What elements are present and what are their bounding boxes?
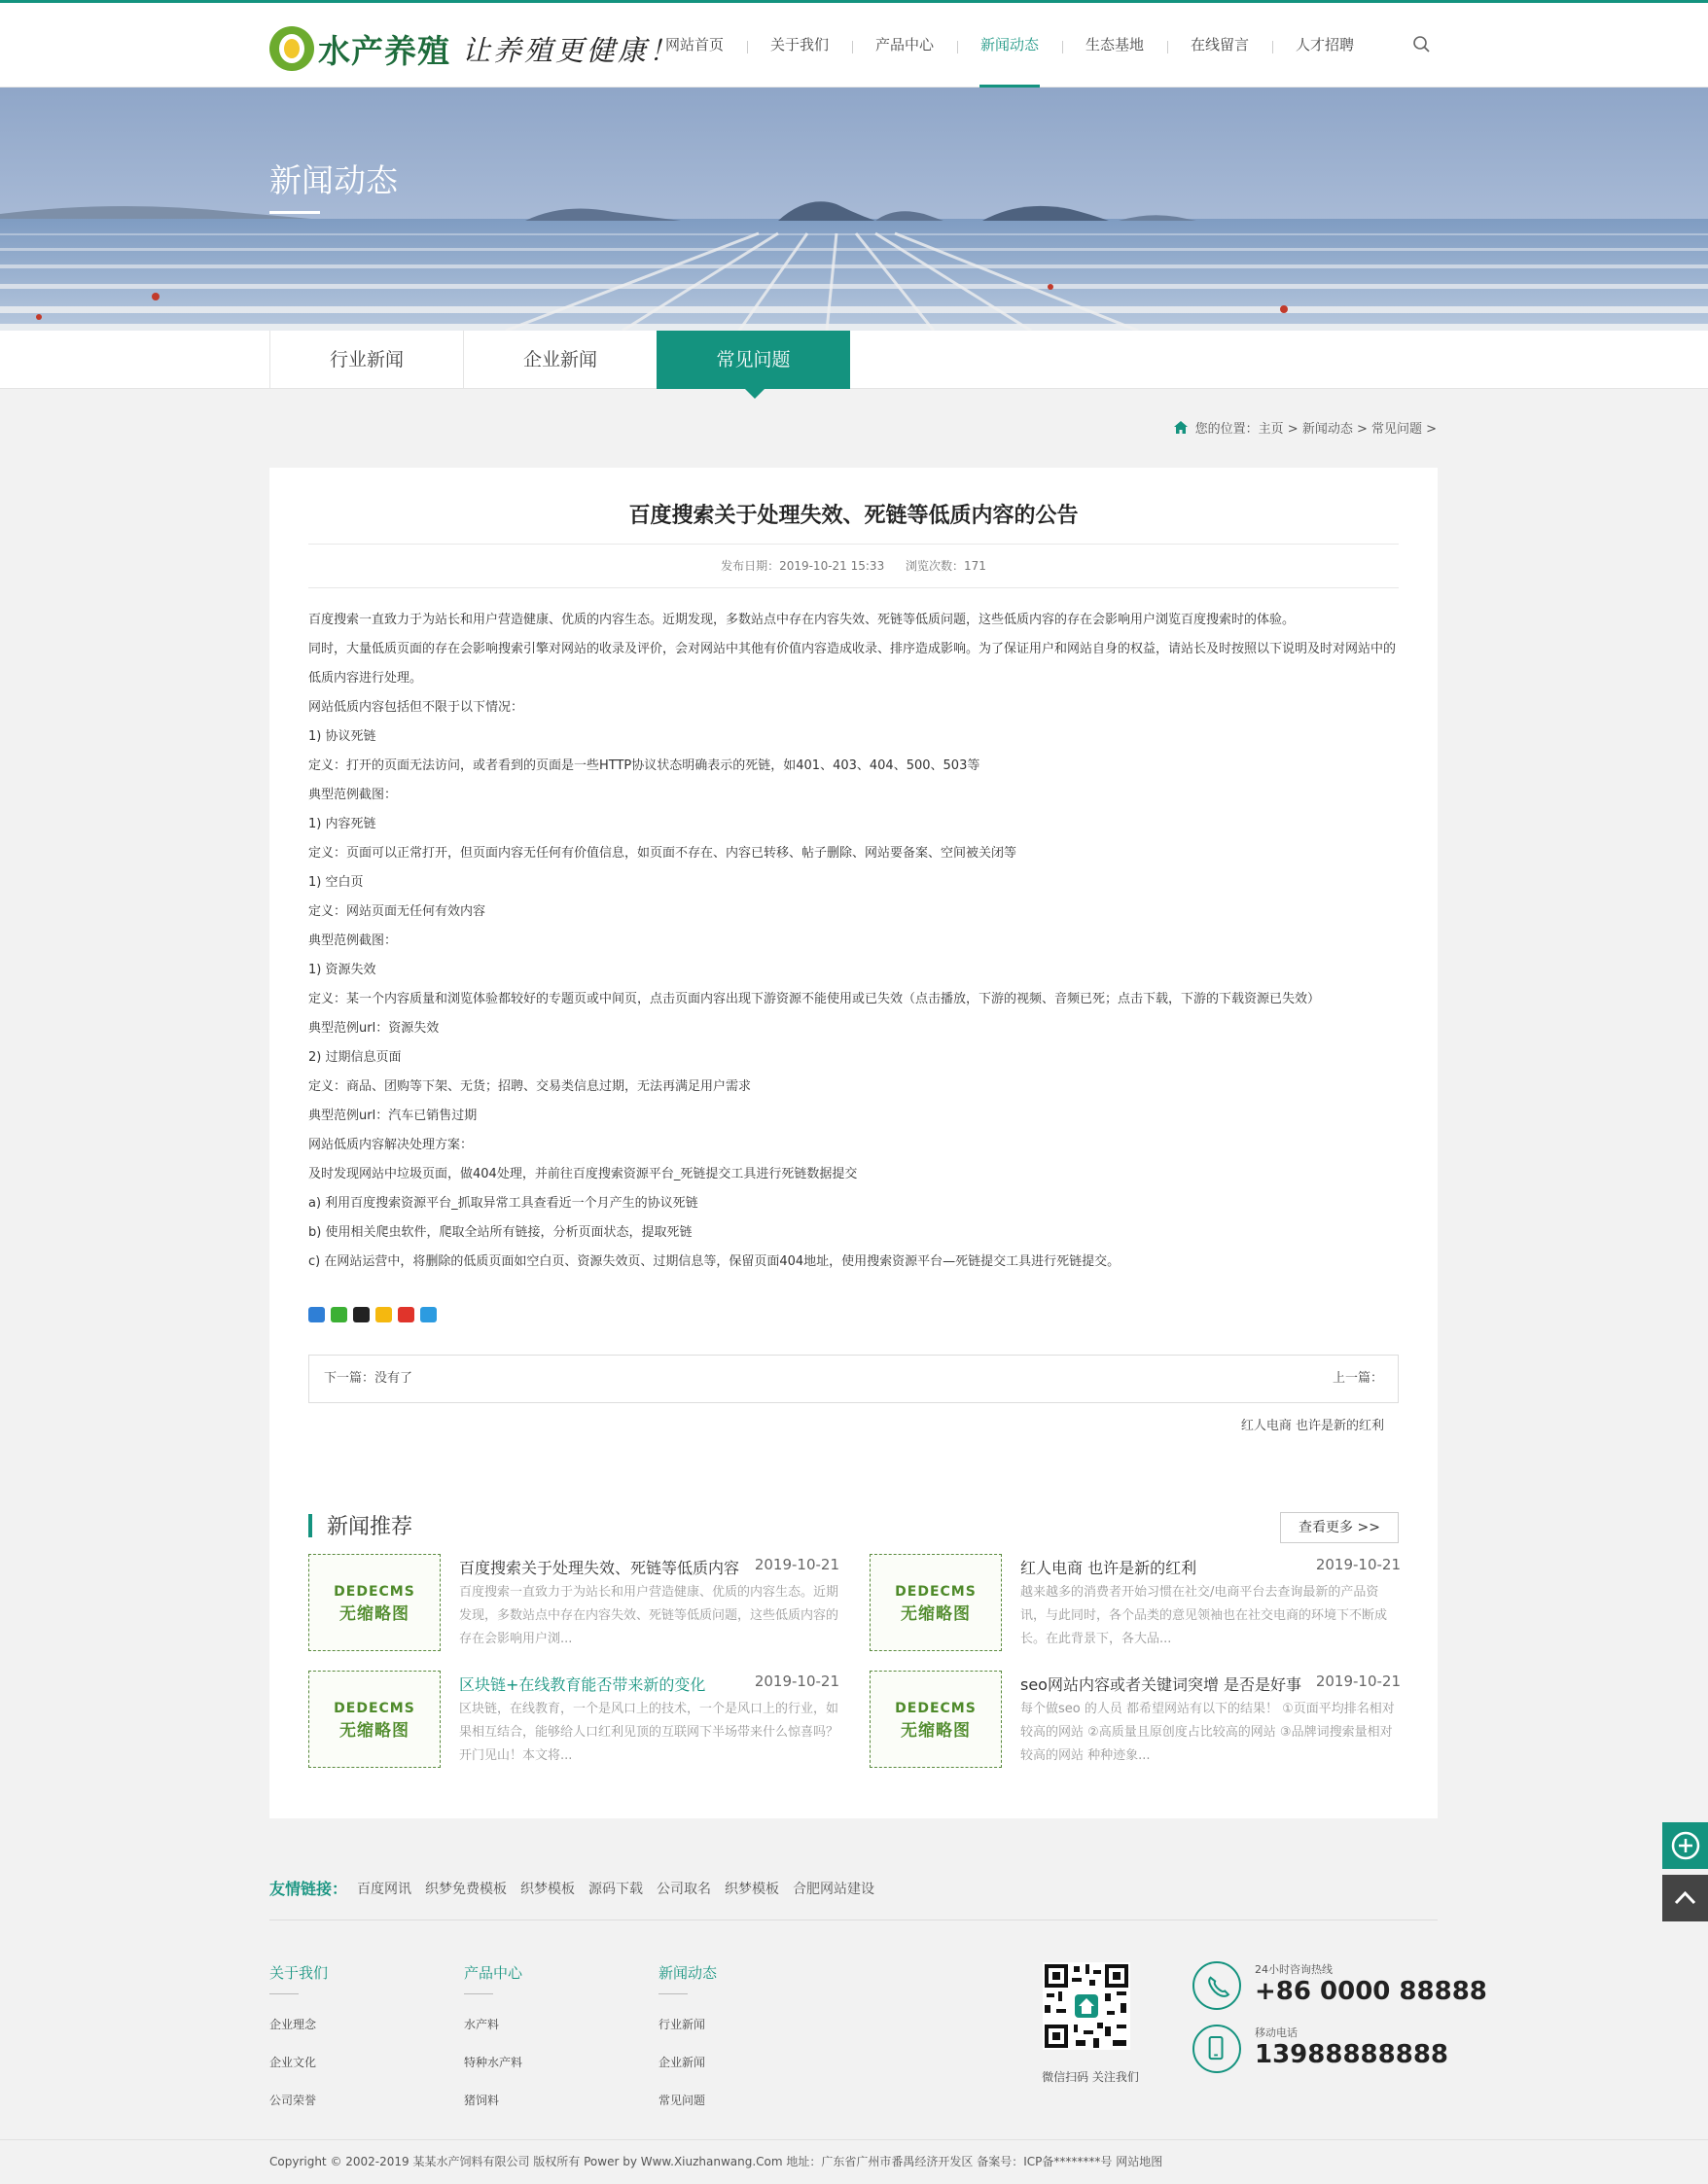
tab-faq[interactable]: 常见问题 bbox=[657, 331, 850, 389]
hotline-label: 24小时咨询热线 bbox=[1255, 1963, 1333, 1976]
recommend-title: 新闻推荐 bbox=[327, 1515, 413, 1539]
thumbnail-placeholder[interactable] bbox=[308, 1554, 441, 1651]
article-paragraph: 1) 资源失效 bbox=[308, 963, 376, 977]
news-item[interactable] bbox=[870, 1554, 1401, 1651]
footer-heading[interactable]: 关于我们 bbox=[269, 1962, 445, 1994]
article-pager bbox=[308, 1355, 1399, 1403]
nav-message[interactable]: 在线留言 bbox=[1167, 3, 1272, 88]
banner bbox=[0, 88, 1708, 331]
article-paragraph: 网站低质内容包括但不限于以下情况： bbox=[308, 700, 524, 715]
copyright-divider bbox=[0, 2139, 1708, 2140]
friend-link[interactable]: 织梦模板 bbox=[725, 1881, 780, 1897]
mobile-label: 移动电话 bbox=[1255, 2026, 1298, 2039]
article-paragraph: 典型范例截图： bbox=[308, 933, 398, 948]
footer-link[interactable]: 猪饲料 bbox=[464, 2094, 500, 2107]
logo-icon bbox=[269, 26, 314, 71]
hotline-number[interactable]: +86 0000 88888 bbox=[1255, 1977, 1487, 2006]
article-paragraph: 定义：网站页面无任何有效内容 bbox=[308, 904, 486, 919]
thumb-line-2: 无缩略图 bbox=[901, 1721, 971, 1741]
footer-link[interactable]: 企业新闻 bbox=[658, 2056, 706, 2069]
news-excerpt: 每个做seo 的人员 都希望网站有以下的结果！ ①页面平均排名相对较高的网站 ②高质量且原创度占比较高的网站 ③品牌词搜索量相对较高的网站 种种迹象... bbox=[1020, 1702, 1395, 1763]
sub-nav bbox=[0, 331, 1708, 389]
next-article[interactable]: 下一篇：没有了 bbox=[324, 1371, 413, 1386]
main-nav bbox=[642, 3, 1377, 88]
qr-code-icon bbox=[1043, 1962, 1130, 2050]
mobile-number[interactable]: 13988888888 bbox=[1255, 2040, 1448, 2069]
banner-underline bbox=[269, 211, 320, 214]
breadcrumb-text[interactable]: 您的位置：主页 > 新闻动态 > 常见问题 > bbox=[1194, 422, 1437, 437]
footer-link[interactable]: 水产料 bbox=[464, 2018, 500, 2031]
article-paragraph: 典型范例url：资源失效 bbox=[308, 1021, 440, 1036]
article-title: 百度搜索关于处理失效、死链等低质内容的公告 bbox=[628, 504, 1079, 528]
mobile-phone-icon bbox=[1192, 2025, 1241, 2073]
thumbnail-placeholder[interactable] bbox=[308, 1671, 441, 1768]
footer-link[interactable]: 公司荣誉 bbox=[269, 2094, 317, 2107]
news-title[interactable]: seo网站内容或者关键词突增 是否是好事 bbox=[1020, 1675, 1302, 1694]
publish-date: 发布日期：2019-10-21 15:33 bbox=[721, 559, 885, 573]
news-date: 2019-10-21 bbox=[1315, 1673, 1401, 1690]
article-paragraph: 百度搜索一直致力于为站长和用户营造健康、优质的内容生态。近期发现，多数站点中存在内容失效、死链等低质问题，这些低质内容的存在会影响用户浏览百度搜索时的体验。 bbox=[308, 613, 1296, 627]
prev-article-label: 上一篇： bbox=[1332, 1371, 1383, 1386]
tencent-weibo-icon[interactable] bbox=[420, 1307, 437, 1322]
article-meta bbox=[308, 544, 1399, 588]
thumbnail-placeholder[interactable] bbox=[870, 1671, 1002, 1768]
home-icon[interactable] bbox=[1174, 421, 1188, 434]
article-paragraph: 定义：打开的页面无法访问，或者看到的页面是一些HTTP协议状态明确表示的死链，如401、403、404、500、503等 bbox=[308, 758, 980, 773]
hotline-block bbox=[1192, 1957, 1487, 2016]
friend-links bbox=[269, 1877, 888, 1899]
mobile-block bbox=[1192, 2021, 1448, 2079]
news-excerpt: 百度搜索一直致力于为站长和用户营造健康、优质的内容生态。近期发现，多数站点中存在内容失效、死链等低质问题，这些低质内容的存在会影响用户浏... bbox=[459, 1585, 839, 1646]
banner-sea-image bbox=[0, 88, 1708, 331]
heading-accent bbox=[308, 1514, 312, 1537]
footer-link[interactable]: 企业理念 bbox=[269, 2018, 317, 2031]
back-to-top-button[interactable] bbox=[1662, 1875, 1708, 1921]
friend-links-label: 友情链接： bbox=[269, 1880, 348, 1898]
thumb-line-1: DEDECMS bbox=[334, 1701, 415, 1716]
view-more-button[interactable]: 查看更多 >> bbox=[1280, 1512, 1399, 1543]
article-paragraph: 定义：某一个内容质量和浏览体验都较好的专题页或中间页，点击页面内容出现下游资源不能使用或已失效（点击播放，下游的视频、音频已死；点击下载，下游的下载资源已失效） bbox=[308, 992, 1321, 1006]
article-paragraph: 1) 内容死链 bbox=[308, 817, 376, 831]
friend-link[interactable]: 公司取名 bbox=[657, 1881, 712, 1897]
article-paragraph: a) 利用百度搜索资源平台_抓取异常工具查看近一个月产生的协议死链 bbox=[308, 1196, 698, 1211]
thumb-line-2: 无缩略图 bbox=[339, 1721, 409, 1741]
news-date: 2019-10-21 bbox=[754, 1556, 839, 1573]
thumbnail-placeholder[interactable] bbox=[870, 1554, 1002, 1651]
friend-link[interactable]: 织梦模板 bbox=[520, 1881, 576, 1897]
share-bar bbox=[308, 1307, 443, 1322]
article-paragraph: 1) 空白页 bbox=[308, 875, 364, 890]
prev-article-link[interactable]: 红人电商 也许是新的红利 bbox=[1240, 1419, 1384, 1433]
article-paragraph: 典型范例截图： bbox=[308, 788, 398, 802]
article-body bbox=[308, 606, 1399, 1277]
nav-news[interactable]: 新闻动态 bbox=[957, 3, 1062, 88]
news-title[interactable]: 区块链+在线教育能否带来新的变化 bbox=[459, 1675, 706, 1694]
footer-col-about bbox=[269, 1962, 445, 2108]
recommend-header bbox=[308, 1510, 1399, 1541]
thumb-line-1: DEDECMS bbox=[334, 1584, 415, 1600]
nav-products[interactable]: 产品中心 bbox=[852, 3, 957, 88]
article-paragraph: 网站低质内容解决处理方案： bbox=[308, 1138, 474, 1152]
article-card bbox=[269, 468, 1438, 1818]
friend-link[interactable]: 合肥网站建设 bbox=[793, 1881, 875, 1897]
plus-icon[interactable] bbox=[308, 1307, 325, 1322]
article-paragraph: 典型范例url：汽车已销售过期 bbox=[308, 1109, 478, 1123]
news-date: 2019-10-21 bbox=[754, 1673, 839, 1690]
nav-base[interactable]: 生态基地 bbox=[1062, 3, 1167, 88]
banner-title: 新闻动态 bbox=[269, 161, 398, 199]
article-paragraph: 2) 过期信息页面 bbox=[308, 1050, 402, 1065]
tab-company-news[interactable]: 企业新闻 bbox=[463, 331, 657, 389]
footer-link[interactable]: 行业新闻 bbox=[658, 2018, 706, 2031]
chevron-up-icon bbox=[1662, 1875, 1708, 1921]
news-title[interactable]: 百度搜索关于处理失效、死链等低质内容 bbox=[459, 1559, 740, 1577]
search-icon[interactable] bbox=[1412, 35, 1432, 54]
thumb-line-2: 无缩略图 bbox=[339, 1604, 409, 1624]
logo-name: 水产养殖 bbox=[318, 31, 450, 70]
footer-col-news bbox=[658, 1962, 834, 2108]
news-excerpt: 越来越多的消费者开始习惯在社交/电商平台去查询最新的产品资讯，与此同时，各个品类的意见领袖也在社交电商的环境下不断成长。在此背景下，各大品... bbox=[1020, 1585, 1388, 1646]
article-paragraph: 定义：页面可以正常打开，但页面内容无任何有价值信息，如页面不存在、内容已转移、帖子删除、网站要备案、空间被关闭等 bbox=[308, 846, 1017, 861]
add-consult-button[interactable] bbox=[1662, 1822, 1708, 1869]
article-paragraph: 及时发现网站中垃圾页面，做404处理，并前往百度搜索资源平台_死链提交工具进行死链数据提交 bbox=[308, 1167, 858, 1181]
logo-slogan: 让养殖更健康！ bbox=[462, 33, 681, 67]
footer-col-products bbox=[464, 1962, 639, 2108]
friend-link[interactable]: 织梦免费模板 bbox=[425, 1881, 508, 1897]
news-excerpt: 区块链，在线教育，一个是风口上的技术，一个是风口上的行业，如果相互结合，能够给人口红利见顶的互联网下半场带来什么惊喜吗？ 开门见山！本文将... bbox=[459, 1702, 839, 1763]
copyright: Copyright © 2002-2019 某某水产饲料有限公司 版权所有 Power by Www.Xiuzhanwang.Com 地址：广东省广州市番禺经济开发区 备案号：ICP备********号 网站地图 bbox=[269, 2155, 1163, 2168]
tab-industry-news[interactable]: 行业新闻 bbox=[269, 331, 463, 389]
article-paragraph: c) 在网站运营中，将删除的低质页面如空白页、资源失效页、过期信息等，保留页面404地址，使用搜索资源平台—死链提交工具进行死链提交。 bbox=[308, 1254, 1121, 1269]
footer-link[interactable]: 常见问题 bbox=[658, 2094, 706, 2107]
article-paragraph: b) 使用相关爬虫软件，爬取全站所有链接，分析页面状态，提取死链 bbox=[308, 1225, 693, 1240]
thumb-line-1: DEDECMS bbox=[895, 1701, 977, 1716]
news-item[interactable] bbox=[308, 1554, 839, 1651]
article-paragraph: 1) 协议死链 bbox=[308, 729, 376, 744]
wechat-icon[interactable] bbox=[331, 1307, 347, 1322]
qq-icon[interactable] bbox=[353, 1307, 370, 1322]
footer-link[interactable]: 企业文化 bbox=[269, 2056, 317, 2069]
footer-link[interactable]: 特种水产料 bbox=[464, 2056, 523, 2069]
friend-link[interactable]: 百度网讯 bbox=[357, 1881, 412, 1897]
logo[interactable] bbox=[269, 24, 680, 73]
nav-home[interactable]: 网站首页 bbox=[664, 36, 724, 53]
footer-heading[interactable]: 新闻动态 bbox=[658, 1962, 834, 1994]
friend-link[interactable]: 源码下载 bbox=[588, 1881, 644, 1897]
phone-icon bbox=[1192, 1961, 1241, 2010]
header bbox=[0, 3, 1708, 88]
view-count: 浏览次数：171 bbox=[906, 559, 986, 573]
footer-heading[interactable]: 产品中心 bbox=[464, 1962, 639, 1994]
news-title[interactable]: 红人电商 也许是新的红利 bbox=[1020, 1559, 1197, 1577]
nav-jobs[interactable]: 人才招聘 bbox=[1272, 3, 1377, 88]
qzone-icon[interactable] bbox=[375, 1307, 392, 1322]
article-paragraph: 定义：商品、团购等下架、无货；招聘、交易类信息过期，无法再满足用户需求 bbox=[308, 1079, 752, 1094]
qr-caption: 微信扫码 关注我们 bbox=[1042, 2070, 1139, 2084]
nav-about[interactable]: 关于我们 bbox=[747, 3, 852, 88]
thumb-line-1: DEDECMS bbox=[895, 1584, 977, 1600]
weibo-icon[interactable] bbox=[398, 1307, 414, 1322]
article-paragraph: 同时，大量低质页面的存在会影响搜索引擎对网站的收录及评价，会对网站中其他有价值内容造成收录、排序造成影响。为了保证用户和网站自身的权益，请站长及时按照以下说明及时对网站中的低质内容进行处理。 bbox=[308, 642, 1397, 686]
news-item[interactable] bbox=[308, 1671, 839, 1768]
plus-circle-icon bbox=[1662, 1822, 1708, 1869]
news-date: 2019-10-21 bbox=[1315, 1556, 1401, 1573]
news-item[interactable] bbox=[870, 1671, 1401, 1768]
breadcrumb bbox=[1174, 418, 1437, 437]
thumb-line-2: 无缩略图 bbox=[901, 1604, 971, 1624]
